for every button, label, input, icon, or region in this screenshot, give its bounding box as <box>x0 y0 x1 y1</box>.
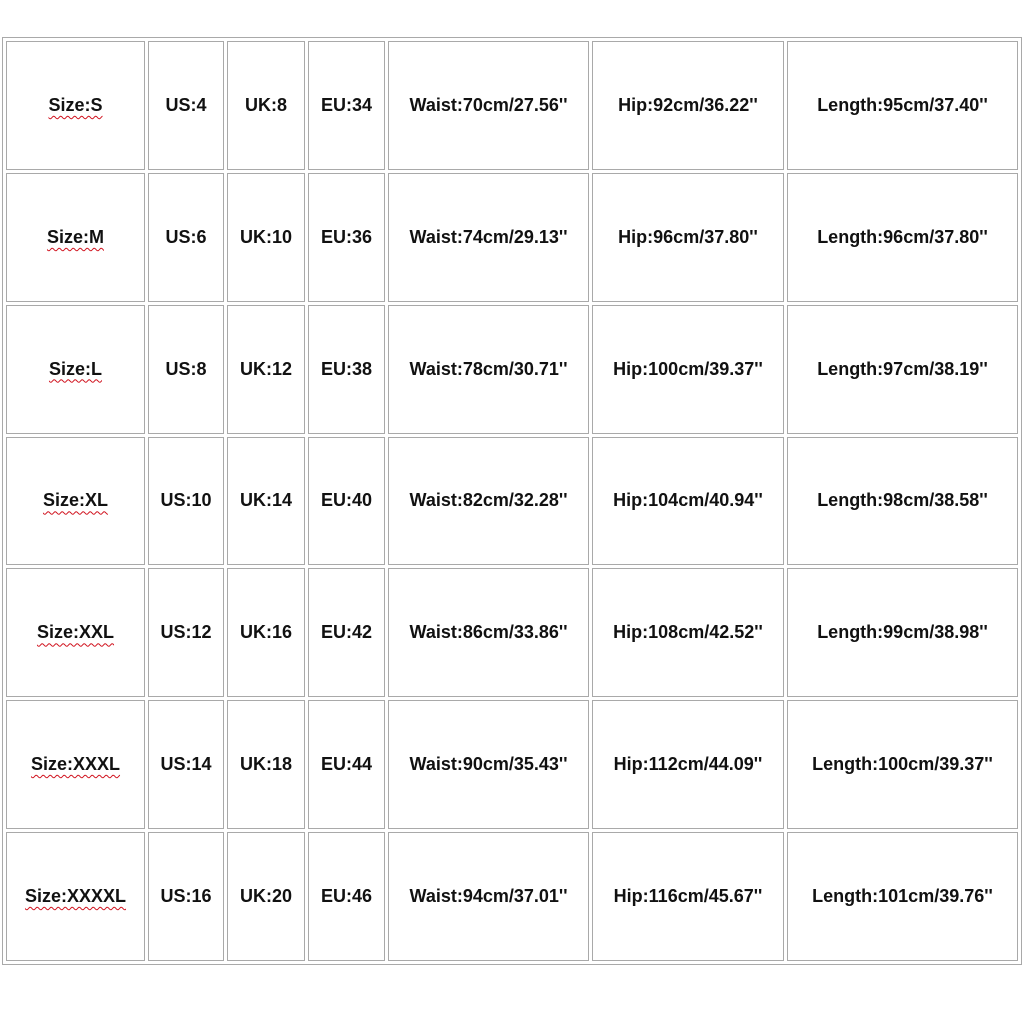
length-cell: Length:96cm/37.80'' <box>787 173 1018 302</box>
size-cell: Size:L <box>6 305 145 434</box>
hip-cell: Hip:96cm/37.80'' <box>592 173 784 302</box>
size-cell: Size:XL <box>6 437 145 566</box>
table-row <box>6 832 1018 961</box>
eu-size-cell: EU:34 <box>308 41 385 170</box>
us-size-cell: US:6 <box>148 173 224 302</box>
uk-size-cell: UK:16 <box>227 568 305 697</box>
us-size-cell: US:8 <box>148 305 224 434</box>
eu-size-cell: EU:46 <box>308 832 385 961</box>
hip-cell: Hip:100cm/39.37'' <box>592 305 784 434</box>
uk-size-cell: UK:18 <box>227 700 305 829</box>
uk-size-cell: UK:20 <box>227 832 305 961</box>
eu-size-cell: EU:40 <box>308 437 385 566</box>
table-row <box>6 305 1018 434</box>
waist-cell: Waist:90cm/35.43'' <box>388 700 589 829</box>
table-row <box>6 568 1018 697</box>
eu-size-cell: EU:44 <box>308 700 385 829</box>
length-cell: Length:100cm/39.37'' <box>787 700 1018 829</box>
uk-size-cell: UK:12 <box>227 305 305 434</box>
hip-cell: Hip:108cm/42.52'' <box>592 568 784 697</box>
eu-size-cell: EU:38 <box>308 305 385 434</box>
hip-cell: Hip:116cm/45.67'' <box>592 832 784 961</box>
table-row <box>6 173 1018 302</box>
waist-cell: Waist:74cm/29.13'' <box>388 173 589 302</box>
size-chart <box>2 37 1022 965</box>
hip-cell: Hip:92cm/36.22'' <box>592 41 784 170</box>
size-cell: Size:S <box>6 41 145 170</box>
length-cell: Length:97cm/38.19'' <box>787 305 1018 434</box>
uk-size-cell: UK:10 <box>227 173 305 302</box>
waist-cell: Waist:94cm/37.01'' <box>388 832 589 961</box>
us-size-cell: US:10 <box>148 437 224 566</box>
eu-size-cell: EU:42 <box>308 568 385 697</box>
uk-size-cell: UK:14 <box>227 437 305 566</box>
length-cell: Length:98cm/38.58'' <box>787 437 1018 566</box>
uk-size-cell: UK:8 <box>227 41 305 170</box>
size-cell: Size:XXXXL <box>6 832 145 961</box>
waist-cell: Waist:86cm/33.86'' <box>388 568 589 697</box>
us-size-cell: US:4 <box>148 41 224 170</box>
waist-cell: Waist:70cm/27.56'' <box>388 41 589 170</box>
length-cell: Length:101cm/39.76'' <box>787 832 1018 961</box>
waist-cell: Waist:82cm/32.28'' <box>388 437 589 566</box>
size-cell: Size:XXXL <box>6 700 145 829</box>
eu-size-cell: EU:36 <box>308 173 385 302</box>
size-chart-table <box>3 38 1021 964</box>
hip-cell: Hip:112cm/44.09'' <box>592 700 784 829</box>
table-row <box>6 437 1018 566</box>
table-row <box>6 41 1018 170</box>
length-cell: Length:95cm/37.40'' <box>787 41 1018 170</box>
table-row <box>6 700 1018 829</box>
length-cell: Length:99cm/38.98'' <box>787 568 1018 697</box>
size-cell: Size:M <box>6 173 145 302</box>
us-size-cell: US:12 <box>148 568 224 697</box>
us-size-cell: US:16 <box>148 832 224 961</box>
size-cell: Size:XXL <box>6 568 145 697</box>
us-size-cell: US:14 <box>148 700 224 829</box>
waist-cell: Waist:78cm/30.71'' <box>388 305 589 434</box>
hip-cell: Hip:104cm/40.94'' <box>592 437 784 566</box>
